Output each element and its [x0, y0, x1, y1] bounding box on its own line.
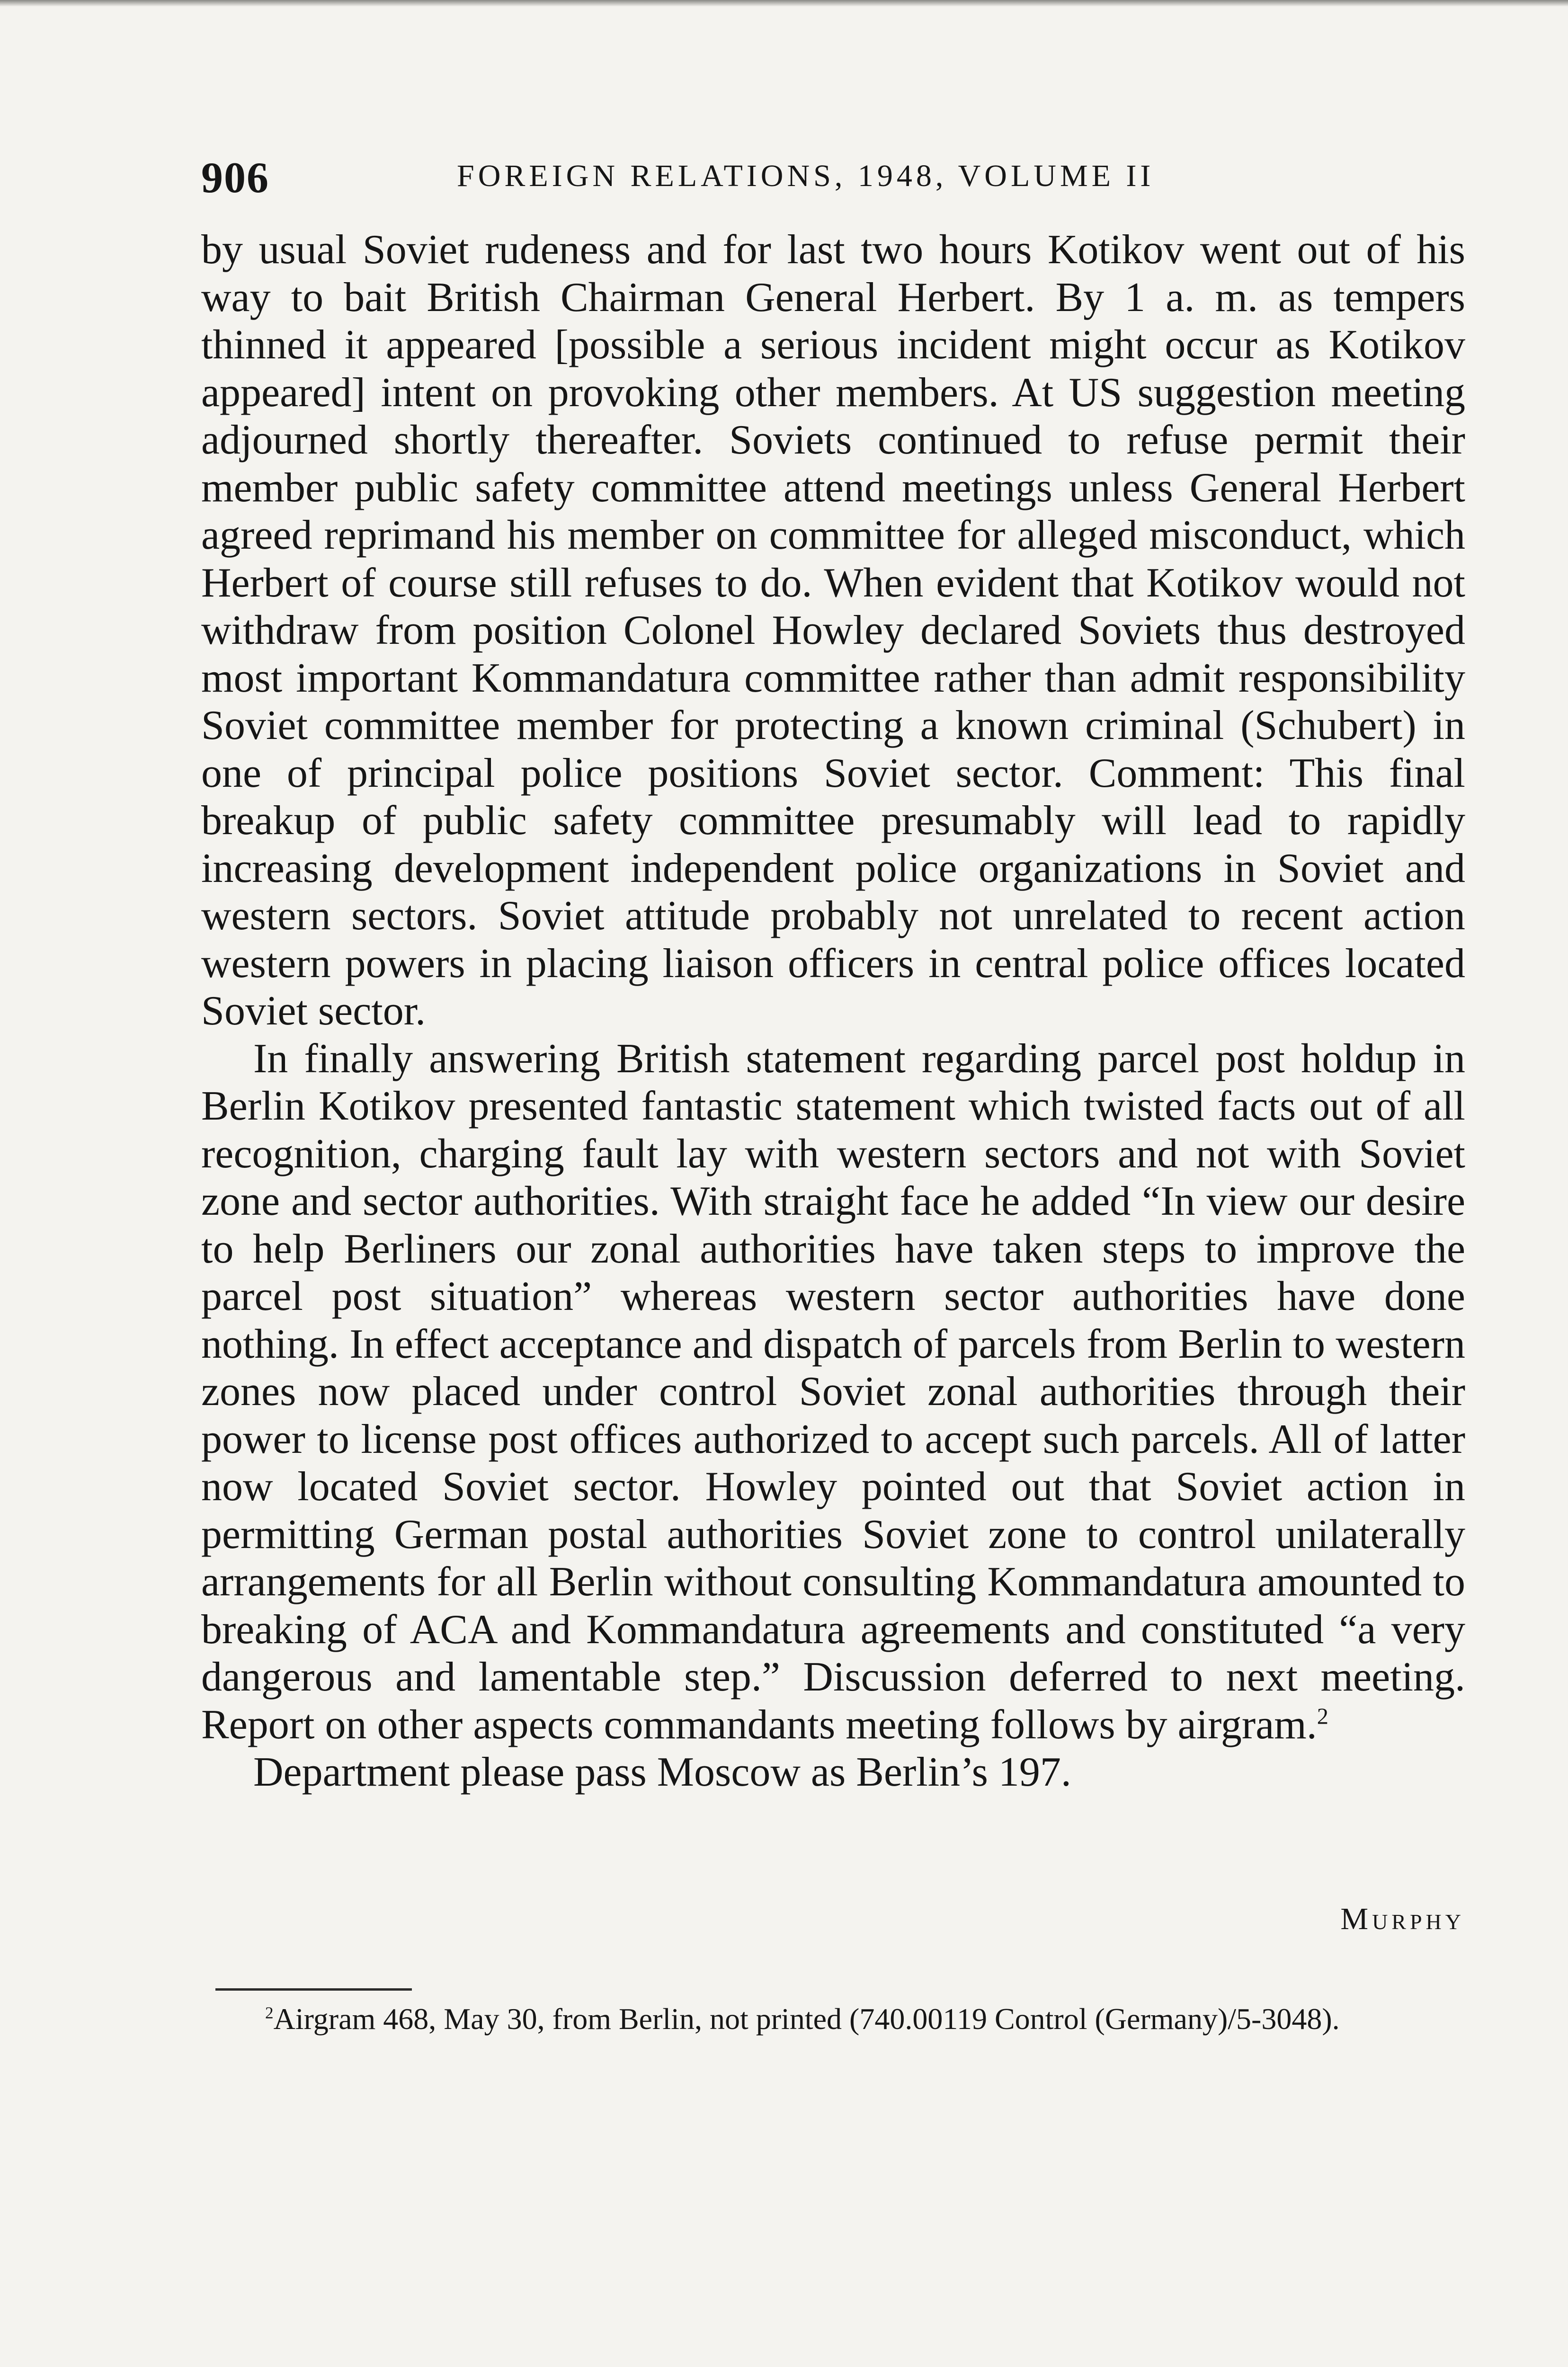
page-header: [201, 142, 1465, 208]
footnote-marker: 2: [265, 2003, 274, 2022]
paragraph-2: [201, 1035, 1465, 1749]
footnote: [215, 2000, 1468, 2038]
running-head: FOREIGN RELATIONS, 1948, VOLUME II: [457, 159, 1155, 193]
page-number: 906: [201, 153, 269, 202]
paragraph-3: Department please pass Moscow as Berlin’s 197.: [253, 1749, 1071, 1795]
signature: Murphy: [1340, 1902, 1465, 1936]
footnote-text: Airgram 468, May 30, from Berlin, not printed (740.00119 Control (Germany)/5-3048).: [273, 2002, 1340, 2036]
footnote-divider: [215, 1988, 412, 1991]
paragraph-1: by usual Soviet rudeness and for last two hours Kotikov went out of his way to bait British Chairman General Herbert. By 1 a. m. as tempers thinned it appeared [possible a serious incident might occur as Kotikov appeared] intent on provoking other members. At US suggestion meeting adjourned shortly thereafter. Soviets continued to refuse permit their member public safety committee attend meetings unless General Herbert agreed reprimand his member on committee for alleged misconduct, which Herbert of course still refuses to do. When evident that Kotikov would not withdraw from position Colonel Howley declared Soviets thus destroyed most important Kommandatura committee rather than admit responsibility Soviet committee member for protecting a known criminal (Schubert) in one of principal police positions Soviet sector. Comment: This final breakup of public safety committee presumably will lead to rapidly increasing development independent police organizations in Soviet and western sectors. Soviet attitude probably not unrelated to recent action western powers in placing liaison officers in central police offices located Soviet sector.: [201, 227, 1465, 1034]
paragraph-2-text: In finally answering British statement regarding parcel post holdup in Berlin Kotikov presented fantastic statement which twisted facts out of all recognition, charging fault lay with western sectors and not with Soviet zone and sector authorities. With straight face he added “In view our desire to help Berliners our zonal authorities have taken steps to improve the parcel post situation” whereas western sector authorities have done nothing. In effect acceptance and dispatch of parcels from Berlin to western zones now placed under control Soviet zonal authorities through their power to license post offices authorized to accept such parcels. All of latter now located Soviet sector. Howley pointed out that Soviet action in permitting German postal authorities Soviet zone to control unilaterally arrangements for all Berlin without consulting Kommandatura amounted to breaking of ACA and Kommandatura agreements and constituted “a very dangerous and lamentable step.” Discussion deferred to next meeting. Report on other aspects commandants meeting follows by airgram.: [201, 1035, 1465, 1748]
body-text: [201, 226, 1465, 1797]
footnote-reference: 2: [1317, 1704, 1328, 1729]
page-top-edge: [0, 0, 1568, 7]
